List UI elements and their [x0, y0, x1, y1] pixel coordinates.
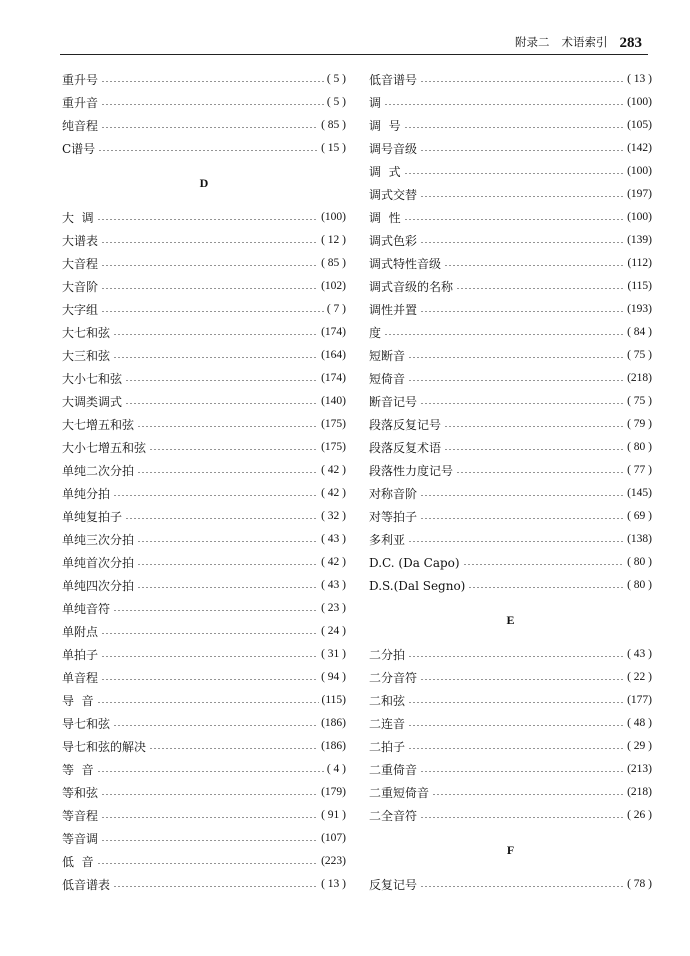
- dot-leader: [113, 725, 318, 726]
- index-entry: [62, 275, 346, 298]
- dot-leader: [101, 81, 324, 82]
- entry-term: 段落反复记号: [369, 417, 442, 432]
- index-entry: [62, 436, 346, 459]
- index-entry: [369, 321, 652, 344]
- index-entry: [62, 689, 346, 712]
- dot-leader: [468, 587, 624, 588]
- index-entry: [62, 643, 346, 666]
- entry-term: 单纯三次分拍: [62, 532, 135, 547]
- index-entry: [369, 413, 652, 436]
- index-entry: [62, 666, 346, 689]
- entry-term: 大 调: [62, 210, 94, 225]
- entry-page-ref: (139): [627, 233, 652, 246]
- entry-term: 对称音阶: [369, 486, 418, 501]
- dot-leader: [113, 495, 318, 496]
- entry-page-ref: ( 84 ): [627, 325, 652, 338]
- entry-page-ref: ( 43 ): [627, 647, 652, 660]
- entry-term: 大七增五和弦: [62, 417, 135, 432]
- dot-leader: [420, 771, 624, 772]
- entry-page-ref: (175): [321, 440, 346, 453]
- dot-leader: [113, 610, 318, 611]
- index-entry: [369, 505, 652, 528]
- entry-page-ref: (174): [321, 371, 346, 384]
- index-entry: [62, 482, 346, 505]
- dot-leader: [456, 472, 624, 473]
- entry-term: 二全音符: [369, 808, 418, 823]
- entry-page-ref: ( 42 ): [321, 555, 346, 568]
- entry-page-ref: (186): [321, 739, 346, 752]
- left-group-d: [62, 206, 346, 896]
- entry-term: 短断音: [369, 348, 406, 363]
- entry-page-ref: (107): [321, 831, 346, 844]
- index-entry: [369, 735, 652, 758]
- entry-page-ref: ( 13 ): [627, 72, 652, 85]
- entry-term: 大七和弦: [62, 325, 111, 340]
- entry-page-ref: (100): [321, 210, 346, 223]
- entry-term: 低音谱号: [369, 72, 418, 87]
- running-header: [60, 32, 648, 55]
- entry-page-ref: ( 75 ): [627, 394, 652, 407]
- index-entry: [62, 229, 346, 252]
- entry-term: 单纯复拍子: [62, 509, 123, 524]
- entry-page-ref: (177): [627, 693, 652, 706]
- index-entry: [62, 114, 346, 137]
- dot-leader: [408, 702, 624, 703]
- entry-page-ref: ( 80 ): [627, 440, 652, 453]
- header-section: 附录二: [515, 35, 550, 49]
- index-entry: [62, 712, 346, 735]
- index-entry: [62, 137, 346, 160]
- dot-leader: [101, 242, 318, 243]
- entry-term: 调号音级: [369, 141, 418, 156]
- entry-term: 调 式: [369, 164, 401, 179]
- entry-page-ref: ( 7 ): [326, 302, 346, 315]
- index-entry: [369, 298, 652, 321]
- entry-page-ref: (213): [627, 762, 652, 775]
- index-entry: [369, 551, 652, 574]
- entry-term: 重升号: [62, 72, 99, 87]
- entry-term: 大字组: [62, 302, 99, 317]
- dot-leader: [137, 587, 318, 588]
- dot-leader: [408, 725, 624, 726]
- index-entry: [369, 160, 652, 183]
- entry-term: 调式交替: [369, 187, 418, 202]
- dot-leader: [420, 518, 624, 519]
- entry-page-ref: ( 80 ): [627, 578, 652, 591]
- index-entry: [62, 206, 346, 229]
- index-entry: [369, 712, 652, 735]
- entry-page-ref: (140): [321, 394, 346, 407]
- entry-page-ref: ( 75 ): [627, 348, 652, 361]
- entry-term: 多利亚: [369, 532, 406, 547]
- entry-term: 段落性力度记号: [369, 463, 454, 478]
- entry-page-ref: (115): [321, 693, 346, 706]
- entry-page-ref: (175): [321, 417, 346, 430]
- entry-page-ref: (186): [321, 716, 346, 729]
- index-entry: [62, 620, 346, 643]
- entry-term: 纯音程: [62, 118, 99, 133]
- right-group-e: [369, 643, 652, 827]
- index-entry: [62, 781, 346, 804]
- index-entry: [369, 183, 652, 206]
- dot-leader: [463, 564, 624, 565]
- dot-leader: [101, 817, 318, 818]
- dot-leader: [456, 288, 625, 289]
- entry-term: 单纯音符: [62, 601, 111, 616]
- dot-leader: [420, 242, 624, 243]
- entry-page-ref: ( 31 ): [321, 647, 346, 660]
- entry-page-ref: ( 43 ): [321, 532, 346, 545]
- dot-leader: [101, 265, 318, 266]
- dot-leader: [113, 357, 318, 358]
- dot-leader: [101, 656, 318, 657]
- dot-leader: [113, 886, 318, 887]
- dot-leader: [404, 127, 624, 128]
- entry-term: 等 音: [62, 762, 94, 777]
- index-entry: [62, 252, 346, 275]
- index-entry: [62, 459, 346, 482]
- entry-term: 导 音: [62, 693, 94, 708]
- dot-leader: [384, 334, 624, 335]
- dot-leader: [444, 265, 625, 266]
- index-entry: [369, 114, 652, 137]
- dot-leader: [101, 288, 318, 289]
- entry-term: 二连音: [369, 716, 406, 731]
- entry-page-ref: (218): [627, 785, 652, 798]
- index-entry: [369, 758, 652, 781]
- entry-page-ref: ( 5 ): [326, 95, 346, 108]
- index-entry: [62, 390, 346, 413]
- dot-leader: [404, 219, 624, 220]
- entry-term: D.S.(Dal Segno): [369, 578, 466, 593]
- entry-page-ref: (100): [627, 95, 652, 108]
- entry-page-ref: (197): [627, 187, 652, 200]
- entry-term: 度: [369, 325, 382, 340]
- dot-leader: [137, 564, 318, 565]
- index-column-right: [369, 68, 652, 896]
- index-entry: [62, 758, 346, 781]
- index-entry: [62, 505, 346, 528]
- entry-term: 单纯分拍: [62, 486, 111, 501]
- dot-leader: [113, 334, 318, 335]
- index-entry: [369, 252, 652, 275]
- entry-page-ref: ( 77 ): [627, 463, 652, 476]
- dot-leader: [101, 794, 318, 795]
- entry-term: 二拍子: [369, 739, 406, 754]
- entry-page-ref: ( 91 ): [321, 808, 346, 821]
- index-entry: [62, 804, 346, 827]
- entry-page-ref: (145): [627, 486, 652, 499]
- left-group-c: [62, 68, 346, 160]
- entry-term: 二重短倚音: [369, 785, 430, 800]
- entry-page-ref: (193): [627, 302, 652, 315]
- index-entry: [62, 574, 346, 597]
- dot-leader: [101, 104, 324, 105]
- entry-page-ref: (102): [321, 279, 346, 292]
- index-entry: [62, 597, 346, 620]
- entry-term: 二分音符: [369, 670, 418, 685]
- index-entry: [369, 666, 652, 689]
- index-entry: [62, 321, 346, 344]
- right-group-d: [369, 68, 652, 597]
- entry-page-ref: ( 79 ): [627, 417, 652, 430]
- dot-leader: [97, 219, 318, 220]
- index-entry: [62, 735, 346, 758]
- entry-term: 大音程: [62, 256, 99, 271]
- entry-term: 大小七增五和弦: [62, 440, 147, 455]
- index-entry: [369, 344, 652, 367]
- index-entry: [62, 850, 346, 873]
- dot-leader: [408, 357, 624, 358]
- header-title: 术语索引: [561, 35, 608, 49]
- entry-term: 低音谱表: [62, 877, 111, 892]
- dot-leader: [444, 426, 624, 427]
- entry-term: 二重倚音: [369, 762, 418, 777]
- entry-term: 单纯二次分拍: [62, 463, 135, 478]
- entry-page-ref: ( 15 ): [321, 141, 346, 154]
- entry-page-ref: ( 13 ): [321, 877, 346, 890]
- entry-term: D.C. (Da Capo): [369, 555, 460, 570]
- entry-term: 断音记号: [369, 394, 418, 409]
- index-entry: [369, 459, 652, 482]
- section-letter-f: F: [506, 842, 515, 857]
- entry-term: 调 号: [369, 118, 401, 133]
- index-entry: [369, 804, 652, 827]
- entry-term: 等音程: [62, 808, 99, 823]
- entry-term: 调式音级的名称: [369, 279, 454, 294]
- dot-leader: [420, 311, 624, 312]
- dot-leader: [101, 840, 318, 841]
- dot-leader: [101, 633, 318, 634]
- entry-term: C谱号: [62, 141, 96, 156]
- dot-leader: [420, 196, 624, 197]
- dot-leader: [432, 794, 624, 795]
- index-entry: [369, 229, 652, 252]
- entry-term: 调式特性音级: [369, 256, 442, 271]
- entry-term: 大调类调式: [62, 394, 123, 409]
- dot-leader: [137, 472, 318, 473]
- entry-page-ref: (105): [627, 118, 652, 131]
- entry-page-ref: (100): [627, 164, 652, 177]
- dot-leader: [101, 679, 318, 680]
- entry-page-ref: ( 32 ): [321, 509, 346, 522]
- dot-leader: [101, 127, 318, 128]
- index-entry: [62, 298, 346, 321]
- index-entry: [369, 482, 652, 505]
- entry-term: 重升音: [62, 95, 99, 110]
- dot-leader: [125, 518, 318, 519]
- entry-page-ref: ( 26 ): [627, 808, 652, 821]
- dot-leader: [420, 817, 624, 818]
- entry-term: 大音阶: [62, 279, 99, 294]
- index-entry: [62, 68, 346, 91]
- entry-page-ref: ( 69 ): [627, 509, 652, 522]
- entry-term: 调 性: [369, 210, 401, 225]
- dot-leader: [420, 679, 624, 680]
- index-entry: [62, 91, 346, 114]
- entry-term: 单音程: [62, 670, 99, 685]
- entry-term: 导七和弦的解决: [62, 739, 147, 754]
- entry-page-ref: (115): [627, 279, 652, 292]
- entry-page-ref: (142): [627, 141, 652, 154]
- dot-leader: [408, 748, 624, 749]
- index-entry: [369, 436, 652, 459]
- dot-leader: [420, 403, 624, 404]
- dot-leader: [420, 886, 624, 887]
- entry-page-ref: ( 85 ): [321, 118, 346, 131]
- entry-page-ref: ( 12 ): [321, 233, 346, 246]
- entry-page-ref: ( 42 ): [321, 486, 346, 499]
- dot-leader: [444, 449, 624, 450]
- entry-term: 段落反复术语: [369, 440, 442, 455]
- entry-term: 单纯首次分拍: [62, 555, 135, 570]
- entry-term: 等音调: [62, 831, 99, 846]
- entry-page-ref: ( 48 ): [627, 716, 652, 729]
- index-entry: [62, 344, 346, 367]
- page-number: 283: [619, 35, 642, 51]
- entry-page-ref: ( 42 ): [321, 463, 346, 476]
- entry-page-ref: (223): [321, 854, 346, 867]
- entry-term: 单附点: [62, 624, 99, 639]
- entry-page-ref: ( 43 ): [321, 578, 346, 591]
- entry-term: 导七和弦: [62, 716, 111, 731]
- entry-term: 低 音: [62, 854, 94, 869]
- entry-page-ref: ( 4 ): [326, 762, 346, 775]
- dot-leader: [137, 541, 318, 542]
- entry-page-ref: ( 78 ): [627, 877, 652, 890]
- entry-term: 短倚音: [369, 371, 406, 386]
- entry-page-ref: (164): [321, 348, 346, 361]
- entry-term: 单拍子: [62, 647, 99, 662]
- index-entry: [369, 137, 652, 160]
- index-entry: [369, 68, 652, 91]
- entry-page-ref: (174): [321, 325, 346, 338]
- entry-page-ref: (179): [321, 785, 346, 798]
- dot-leader: [384, 104, 624, 105]
- entry-term: 等和弦: [62, 785, 99, 800]
- right-group-f: [369, 873, 652, 896]
- dot-leader: [404, 173, 624, 174]
- index-entry: [369, 689, 652, 712]
- entry-term: 二和弦: [369, 693, 406, 708]
- entry-term: 大三和弦: [62, 348, 111, 363]
- entry-term: 调: [369, 95, 382, 110]
- index-entry: [369, 367, 652, 390]
- index-entry: [62, 367, 346, 390]
- entry-page-ref: ( 85 ): [321, 256, 346, 269]
- index-entry: [62, 528, 346, 551]
- index-entry: [62, 413, 346, 436]
- entry-page-ref: ( 23 ): [321, 601, 346, 614]
- dot-leader: [137, 426, 318, 427]
- entry-term: 单纯四次分拍: [62, 578, 135, 593]
- entry-page-ref: ( 22 ): [627, 670, 652, 683]
- dot-leader: [420, 150, 624, 151]
- dot-leader: [97, 863, 318, 864]
- section-letter-d: D: [199, 175, 209, 190]
- index-entry: [62, 551, 346, 574]
- dot-leader: [408, 656, 624, 657]
- index-entry: [62, 873, 346, 896]
- entry-term: 反复记号: [369, 877, 418, 892]
- dot-leader: [98, 150, 318, 151]
- index-entry: [369, 275, 652, 298]
- entry-term: 调性并置: [369, 302, 418, 317]
- entry-term: 大小七和弦: [62, 371, 123, 386]
- index-entry: [62, 827, 346, 850]
- entry-term: 二分拍: [369, 647, 406, 662]
- section-letter-e: E: [506, 612, 515, 627]
- entry-page-ref: (138): [627, 532, 652, 545]
- entry-page-ref: (218): [627, 371, 652, 384]
- dot-leader: [420, 495, 624, 496]
- index-entry: [369, 643, 652, 666]
- dot-leader: [408, 541, 624, 542]
- index-column-left: [62, 68, 346, 896]
- dot-leader: [125, 403, 318, 404]
- dot-leader: [101, 311, 324, 312]
- entry-page-ref: ( 94 ): [321, 670, 346, 683]
- index-entry: [369, 781, 652, 804]
- index-entry: [369, 390, 652, 413]
- index-entry: [369, 91, 652, 114]
- entry-page-ref: ( 24 ): [321, 624, 346, 637]
- index-entry: [369, 873, 652, 896]
- entry-page-ref: ( 80 ): [627, 555, 652, 568]
- dot-leader: [97, 702, 319, 703]
- dot-leader: [125, 380, 318, 381]
- entry-page-ref: (112): [627, 256, 652, 269]
- dot-leader: [149, 748, 318, 749]
- entry-term: 对等拍子: [369, 509, 418, 524]
- entry-page-ref: ( 29 ): [627, 739, 652, 752]
- dot-leader: [408, 380, 624, 381]
- index-entry: [369, 206, 652, 229]
- dot-leader: [420, 81, 624, 82]
- entry-term: 大谱表: [62, 233, 99, 248]
- entry-page-ref: ( 5 ): [326, 72, 346, 85]
- index-entry: [369, 574, 652, 597]
- dot-leader: [97, 771, 324, 772]
- entry-term: 调式色彩: [369, 233, 418, 248]
- index-entry: [369, 528, 652, 551]
- dot-leader: [149, 449, 318, 450]
- entry-page-ref: (100): [627, 210, 652, 223]
